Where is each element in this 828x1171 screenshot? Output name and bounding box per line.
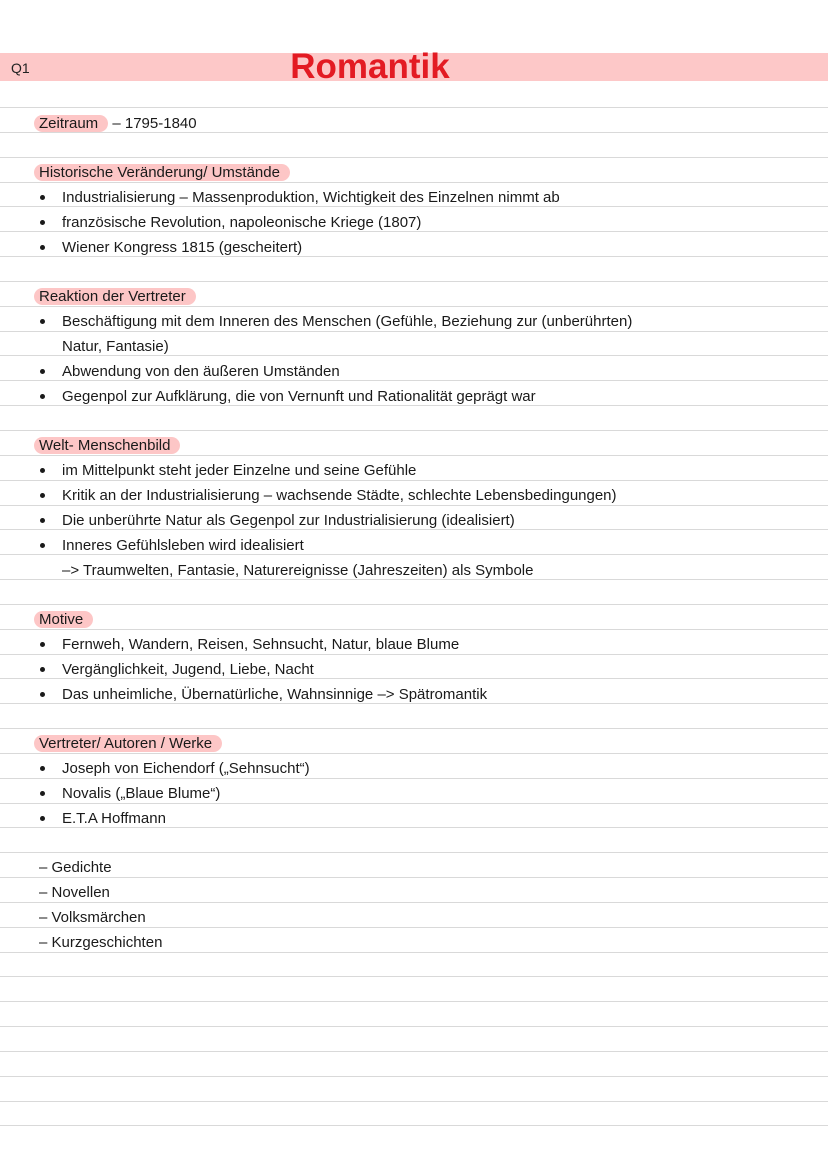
rule-line bbox=[0, 1051, 828, 1052]
bullet-icon bbox=[40, 543, 45, 548]
rule-line bbox=[0, 281, 828, 282]
list-item: Fernweh, Wandern, Reisen, Sehnsucht, Natur, blaue Blume bbox=[62, 636, 460, 653]
rule-line bbox=[0, 1001, 828, 1002]
section-heading bbox=[39, 734, 222, 754]
page-title: Romantik bbox=[290, 47, 450, 86]
list-item: französische Revolution, napoleonische Kriege (1807) bbox=[62, 214, 422, 231]
list-item: Das unheimliche, Übernatürliche, Wahnsinnige –> Spätromantik bbox=[62, 686, 488, 703]
list-item: Industrialisierung – Massenproduktion, Wichtigkeit des Einzelnen nimmt ab bbox=[62, 189, 560, 206]
genre-item: – Kurzgeschichten bbox=[39, 934, 163, 951]
rule-line bbox=[0, 902, 828, 903]
zeitraum-line bbox=[39, 114, 197, 134]
genre-item: – Volksmärchen bbox=[39, 909, 146, 926]
genre-item: – Gedichte bbox=[39, 859, 112, 876]
zeitraum-label: Zeitraum bbox=[34, 115, 108, 132]
list-item: Wiener Kongress 1815 (gescheitert) bbox=[62, 239, 303, 256]
rule-line bbox=[0, 1026, 828, 1027]
bullet-icon bbox=[40, 816, 45, 821]
list-item: Gegenpol zur Aufklärung, die von Vernunft und Rationalität geprägt war bbox=[62, 388, 536, 405]
header-label: Q1 bbox=[11, 60, 30, 76]
reaktion-heading: Reaktion der Vertreter bbox=[34, 288, 196, 305]
vertreter-heading: Vertreter/ Autoren / Werke bbox=[34, 735, 222, 752]
rule-line bbox=[0, 976, 828, 977]
rule-line bbox=[0, 157, 828, 158]
list-item: Inneres Gefühlsleben wird idealisiert bbox=[62, 537, 304, 554]
zeitraum-value: – 1795-1840 bbox=[108, 115, 197, 132]
weltbild-heading: Welt- Menschenbild bbox=[34, 437, 180, 454]
bullet-icon bbox=[40, 518, 45, 523]
section-heading bbox=[39, 287, 196, 307]
motive-heading: Motive bbox=[34, 611, 93, 628]
rule-line bbox=[0, 728, 828, 729]
bullet-icon bbox=[40, 195, 45, 200]
bullet-icon bbox=[40, 692, 45, 697]
rule-line bbox=[0, 877, 828, 878]
section-heading bbox=[39, 163, 290, 183]
rule-line bbox=[0, 852, 828, 853]
historische-heading: Historische Veränderung/ Umstände bbox=[34, 164, 290, 181]
bullet-icon bbox=[40, 245, 45, 250]
list-item: Die unberührte Natur als Gegenpol zur Industrialisierung (idealisiert) bbox=[62, 512, 515, 529]
rule-line bbox=[0, 1125, 828, 1126]
bullet-icon bbox=[40, 220, 45, 225]
list-item: im Mittelpunkt steht jeder Einzelne und seine Gefühle bbox=[62, 462, 417, 479]
rule-line bbox=[0, 430, 828, 431]
bullet-icon bbox=[40, 667, 45, 672]
bullet-icon bbox=[40, 369, 45, 374]
bullet-icon bbox=[40, 642, 45, 647]
rule-line bbox=[0, 629, 828, 630]
list-item: Vergänglichkeit, Jugend, Liebe, Nacht bbox=[62, 661, 314, 678]
section-heading bbox=[39, 436, 180, 456]
list-item-continuation: –> Traumwelten, Fantasie, Naturereignisse (Jahreszeiten) als Symbole bbox=[62, 562, 534, 579]
bullet-icon bbox=[40, 468, 45, 473]
bullet-icon bbox=[40, 493, 45, 498]
bullet-icon bbox=[40, 766, 45, 771]
section-heading bbox=[39, 610, 93, 630]
genre-item: – Novellen bbox=[39, 884, 110, 901]
rule-line bbox=[0, 1101, 828, 1102]
list-item: Novalis („Blaue Blume“) bbox=[62, 785, 221, 802]
list-item: Abwendung von den äußeren Umständen bbox=[62, 363, 340, 380]
rule-line bbox=[0, 1076, 828, 1077]
list-item: Joseph von Eichendorf („Sehnsucht“) bbox=[62, 760, 310, 777]
bullet-icon bbox=[40, 791, 45, 796]
list-item: Kritik an der Industrialisierung – wachsende Städte, schlechte Lebensbedingungen) bbox=[62, 487, 617, 504]
list-item: E.T.A Hoffmann bbox=[62, 810, 166, 827]
bullet-icon bbox=[40, 319, 45, 324]
bullet-icon bbox=[40, 394, 45, 399]
list-item: Beschäftigung mit dem Inneren des Menschen (Gefühle, Beziehung zur (unberührten) bbox=[62, 313, 633, 330]
rule-line bbox=[0, 107, 828, 108]
rule-line bbox=[0, 604, 828, 605]
list-item-continuation: Natur, Fantasie) bbox=[62, 338, 169, 355]
